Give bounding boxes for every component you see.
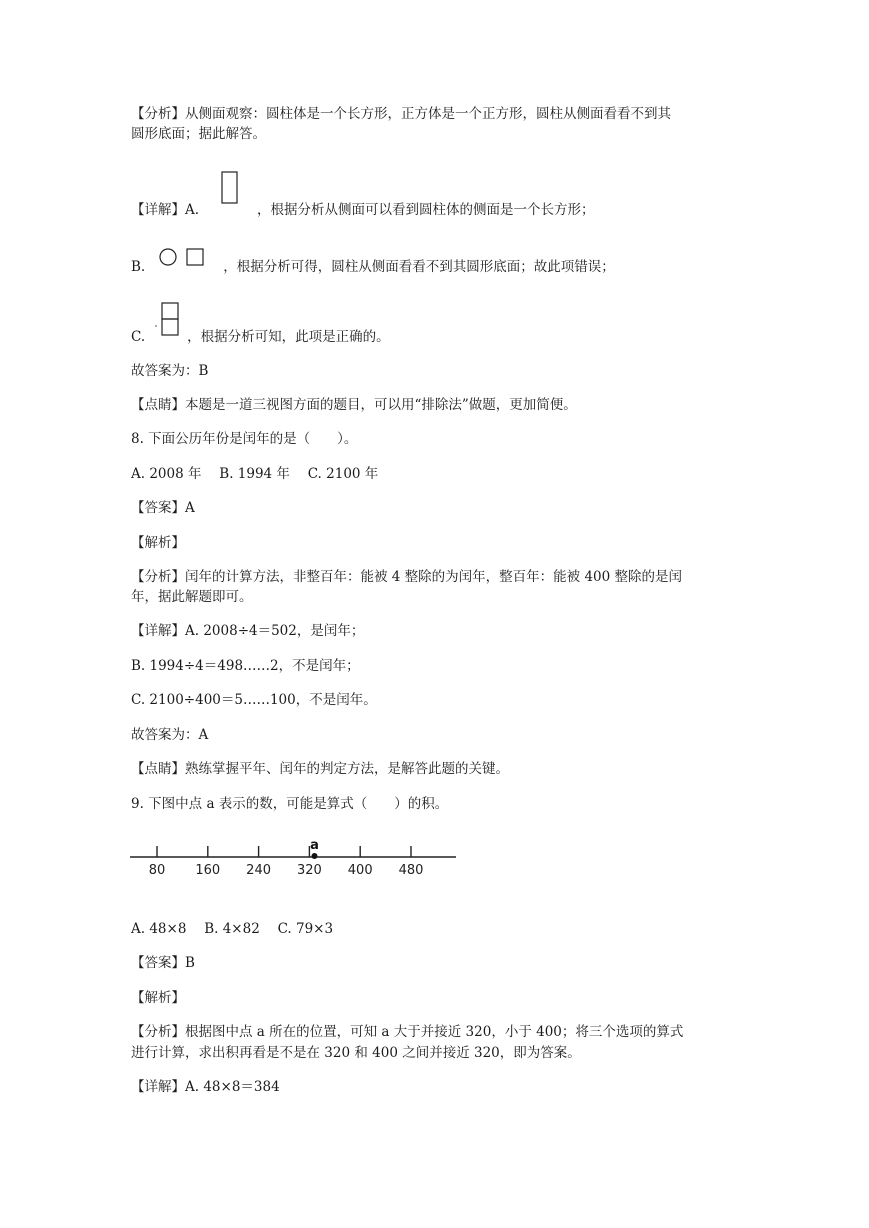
q8-detail-b: B. 1994÷4＝498……2，不是闰年； <box>131 658 360 674</box>
q8-answer: 【答案】A <box>131 500 195 516</box>
q9-analysis-line1: 【分析】根据图中点 a 所在的位置，可知 a 大于并接近 320，小于 400；将三个选项的算式 <box>131 1024 684 1040</box>
square-shape <box>187 249 203 265</box>
q7-analysis-line1: 【分析】从侧面观察：圆柱体是一个长方形，正方体是一个正方形，圆柱从侧面看看不到其 <box>131 106 671 122</box>
q7-conclusion: 故答案为：B <box>131 363 209 379</box>
tick-label-80: 80 <box>148 863 166 878</box>
tick-label-160: 160 <box>195 863 221 878</box>
q7-detail-a-prefix: 【详解】A. <box>131 202 200 218</box>
q8-options: A. 2008 年 B. 1994 年 C. 2100 年 <box>131 466 379 482</box>
point-a-label: a <box>310 838 319 853</box>
q7-option-b-text: ，根据分析可得，圆柱从侧面看看不到其圆形底面；故此项错误； <box>223 259 615 275</box>
q9-question: 9. 下图中点 a 表示的数，可能是算式（ ）的积。 <box>131 796 449 812</box>
number-line-figure <box>128 832 460 880</box>
q7-option-c-prefix: C. <box>131 329 146 345</box>
tick-label-400: 400 <box>347 863 373 878</box>
q8-detail-c: C. 2100÷400＝5……100，不是闰年。 <box>131 692 377 708</box>
q9-options: A. 48×8 B. 4×82 C. 79×3 <box>131 921 334 937</box>
tick-label-320: 320 <box>296 863 322 878</box>
stacked-rectangle-and-square-figure <box>154 302 182 338</box>
tick-label-480: 480 <box>398 863 424 878</box>
q7-option-b-prefix: B. <box>131 259 146 275</box>
q7-option-c-text: ，根据分析可知，此项是正确的。 <box>187 329 390 345</box>
q9-detail-a: 【详解】A. 48×8＝384 <box>131 1079 280 1095</box>
q8-analysis-line1: 【分析】闰年的计算方法，非整百年：能被 4 整除的为闰年，整百年：能被 400 整除的是闰 <box>131 569 683 585</box>
point-a-marker <box>311 853 317 859</box>
q9-explanation-heading: 【解析】 <box>131 990 185 1006</box>
q8-detail-a: 【详解】A. 2008÷4＝502，是闰年； <box>131 623 365 639</box>
q7-detail-a <box>131 200 595 220</box>
q8-question: 8. 下面公历年份是闰年的是（ ）。 <box>131 431 358 447</box>
q8-comment: 【点睛】熟练掌握平年、闰年的判定方法，是解答此题的关键。 <box>131 761 509 777</box>
cylinder-side-view-rectangle-figure <box>221 171 239 205</box>
q8-conclusion: 故答案为：A <box>131 727 209 743</box>
circle-shape <box>160 249 176 265</box>
q7-detail-a-text: ，根据分析从侧面可以看到圆柱体的侧面是一个长方形； <box>257 202 595 218</box>
q7-analysis-line2: 圆形底面；据此解答。 <box>131 126 266 142</box>
circle-and-square-figure <box>158 247 208 267</box>
q9-answer: 【答案】B <box>131 955 195 971</box>
q7-comment: 【点睛】本题是一道三视图方面的题目，可以用“排除法”做题，更加简便。 <box>131 397 577 413</box>
tick-label-240: 240 <box>246 863 272 878</box>
q9-analysis-line2: 进行计算，求出积再看是不是在 320 和 400 之间并接近 320，即为答案。 <box>131 1045 581 1061</box>
q8-explanation-heading: 【解析】 <box>131 535 185 551</box>
q8-analysis-line2: 年，据此解题即可。 <box>131 589 253 605</box>
